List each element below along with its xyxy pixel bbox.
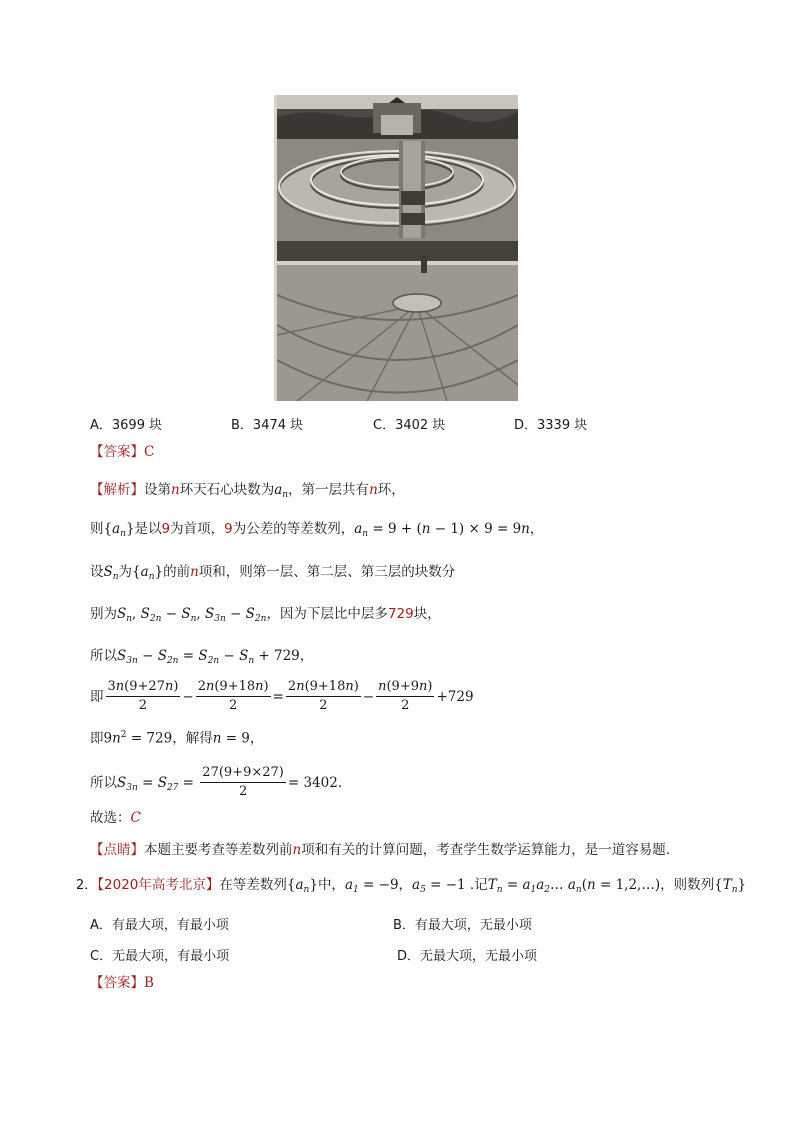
analysis-line-9: 故选：C — [90, 810, 141, 826]
altar-photograph — [274, 95, 518, 401]
q2-option-d: D．无最大项，无最小项 — [397, 949, 538, 964]
question-2-stem: 2．【2020年高考北京】在等差数列$\{a_n\}$中，$a_1 = -9$，$a_5 = -1$ .记$T_n$ = $a_1a_2\dots$ $a_n(n$ = 1,2,…)，则数列$\{T_n\}$ — [76, 877, 747, 895]
comment-tag: 【点睛】 — [90, 842, 144, 858]
answer-2-tag: 【答案】 — [90, 975, 144, 991]
q2-option-a: A．有最大项，有最小项 — [90, 918, 229, 933]
answer-2 — [90, 975, 154, 992]
answer-2-value: B — [144, 975, 154, 991]
analysis-line-6: 即 $\frac{3n(9+27n)}{2}$ − $\frac{2n(9+18n)}{2}$ = $\frac{2n(9+18n)}{2}$ − $\frac{n(9+9n)}{2}$ +729 — [90, 679, 474, 714]
analysis-line-3: 设$S_n$为$\{a_n\}$的前n项和，则第一层、第二层、第三层的块数分 — [90, 564, 456, 582]
analysis-line-2: 则$\{a_n\}$是以9为首项，9为公差的等差数列，$a_n = 9 + (n - 1) \times 9 = 9n$， — [90, 521, 544, 539]
answer-tag: 【答案】 — [90, 444, 144, 460]
analysis-tag: 【解析】 — [90, 482, 144, 498]
analysis-line-5: 所以$S_{3n} - S_{2n} = S_{2n} - S_n + 729$， — [90, 648, 314, 666]
option-c: C．3402 块 — [373, 418, 446, 433]
question-2-number: 2． — [76, 878, 98, 893]
option-d: D．3339 块 — [514, 418, 588, 433]
q2-option-b: B．有最大项，无最小项 — [393, 918, 532, 933]
q2-option-c: C．无最大项，有最小项 — [90, 949, 230, 964]
question-2-source: 【2020年高考北京】 — [97, 877, 220, 893]
analysis-line-7: 即$9n^2 = 729$，解得n = 9， — [90, 730, 264, 747]
comment-line: 【点睛】本题主要考查等差数列前n项和有关的计算问题，考查学生数学运算能力，是一道容易题. — [90, 842, 670, 858]
option-b: B．3474 块 — [231, 418, 304, 433]
answer-value: C — [144, 444, 155, 460]
analysis-line-1: 【解析】设第n环天石心块数为$a_n$，第一层共有n环， — [90, 482, 405, 500]
analysis-line-8: 所以$S_{3n} = S_{27}$ = $\frac{27(9+9\times 27)}{2}$ = 3402. — [90, 765, 343, 800]
option-a: A．3699 块 — [90, 418, 163, 433]
analysis-line-4: 别为$S_n$, $S_{2n} - S_n$, $S_{3n} - S_{2n}$，因为下层比中层多729块， — [90, 606, 441, 624]
answer-1 — [90, 444, 154, 461]
